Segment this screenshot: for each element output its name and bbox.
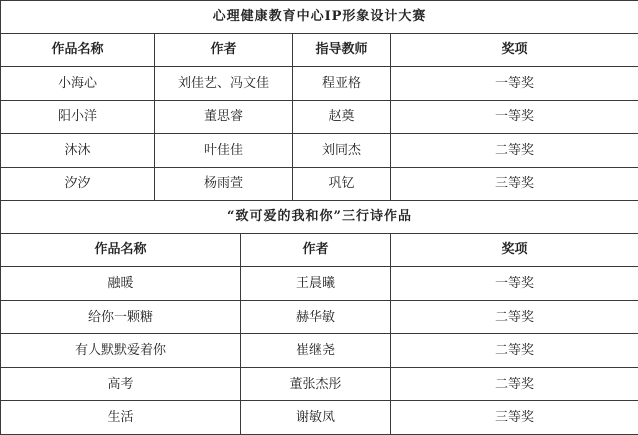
section1-header-author: 作者 <box>155 33 293 67</box>
work-name-cell: 给你一颗糖 <box>1 300 241 334</box>
section2-title: “致可爱的我和你”三行诗作品 <box>1 201 638 234</box>
work-name-cell: 小海心 <box>1 67 155 101</box>
work-name-cell: 有人默默爱着你 <box>1 334 241 368</box>
award-cell: 一等奖 <box>391 100 638 134</box>
table-row <box>1 267 638 301</box>
table-row <box>1 167 638 201</box>
section2-header-award: 奖项 <box>391 233 638 267</box>
advisor-cell: 程亚格 <box>293 67 391 101</box>
table-row <box>1 100 638 134</box>
section1-title: 心理健康教育中心IP形象设计大赛 <box>1 1 638 34</box>
author-cell: 杨雨萱 <box>155 167 293 201</box>
section1-header-row <box>1 33 638 67</box>
section2-title-row <box>1 201 638 234</box>
author-cell: 刘佳艺、冯文佳 <box>155 67 293 101</box>
award-cell: 二等奖 <box>391 300 638 334</box>
award-cell: 一等奖 <box>391 67 638 101</box>
work-name-cell: 生活 <box>1 401 241 435</box>
section1-header-advisor: 指导教师 <box>293 33 391 67</box>
table-row <box>1 300 638 334</box>
advisor-cell: 赵奠 <box>293 100 391 134</box>
work-name-cell: 融暖 <box>1 267 241 301</box>
section1-title-row <box>1 1 638 34</box>
section2-header-work-name: 作品名称 <box>1 233 241 267</box>
table-row <box>1 67 638 101</box>
table-row <box>1 367 638 401</box>
award-cell: 二等奖 <box>391 334 638 368</box>
advisor-cell: 刘同杰 <box>293 134 391 168</box>
award-cell: 二等奖 <box>391 367 638 401</box>
award-cell: 二等奖 <box>391 134 638 168</box>
section1-header-award: 奖项 <box>391 33 638 67</box>
table-row <box>1 401 638 435</box>
section1-header-work-name: 作品名称 <box>1 33 155 67</box>
award-cell: 一等奖 <box>391 267 638 301</box>
author-cell: 王晨曦 <box>241 267 391 301</box>
section2-header-row <box>1 233 638 267</box>
work-name-cell: 沐沐 <box>1 134 155 168</box>
author-cell: 叶佳佳 <box>155 134 293 168</box>
author-cell: 董张杰彤 <box>241 367 391 401</box>
author-cell: 赫华敏 <box>241 300 391 334</box>
award-cell: 三等奖 <box>391 167 638 201</box>
table-row <box>1 134 638 168</box>
author-cell: 崔继尧 <box>241 334 391 368</box>
section2-header-author: 作者 <box>241 233 391 267</box>
author-cell: 谢敏凤 <box>241 401 391 435</box>
table-row <box>1 334 638 368</box>
work-name-cell: 高考 <box>1 367 241 401</box>
advisor-cell: 巩钇 <box>293 167 391 201</box>
award-cell: 三等奖 <box>391 401 638 435</box>
author-cell: 董思睿 <box>155 100 293 134</box>
work-name-cell: 汐汐 <box>1 167 155 201</box>
work-name-cell: 阳小洋 <box>1 100 155 134</box>
